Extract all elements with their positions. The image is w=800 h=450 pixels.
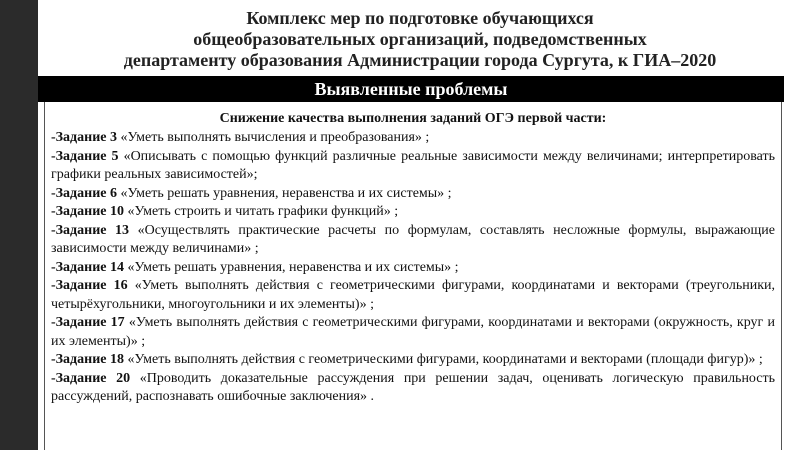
task-number: -Задание 14 [51,259,124,275]
task-number: -Задание 10 [51,204,124,219]
task-number: -Задание 6 [51,185,117,201]
task-description: «Уметь решать уравнения, неравенства и их системы» ; [123,259,459,275]
panel-heading: Снижение качества выполнения заданий ОГЭ первой части: [219,111,607,126]
task-description: «Уметь выполнять вычисления и преобразования» ; [116,130,430,145]
task-description: «Уметь выполнять действия с геометрическими фигурами, координатами и векторами (треугольники, четырёхугольники, многоугольники и их элементы)» ; [51,278,776,312]
task-item [51,314,775,351]
task-number: -Задание 13 [51,222,130,238]
task-description: «Уметь выполнять действия с геометрическими фигурами, координатами и векторами (окружность, круг и их элементы)» ; [51,315,775,349]
task-item [51,222,775,259]
task-item [51,129,775,148]
task-item [51,370,775,407]
task-number: -Задание 3 [51,130,117,145]
task-number: -Задание 16 [51,278,128,293]
task-description: «Уметь выполнять действия с геометрическими фигурами, координатами и векторами (площади фигур)» ; [123,352,763,367]
task-description: «Уметь решать уравнения, неравенства и их системы» ; [116,185,452,201]
task-description: «Описывать с помощью функций различные реальные зависимости между величинами; интерпретировать графики реальных зависимостей»; [51,148,776,182]
task-description: «Осуществлять практические расчеты по формулам, составлять несложные формулы, выражающие зависимости между величинами» ; [51,222,775,256]
title-line-2: общеобразовательных организаций, подведомственных [193,29,647,49]
problems-panel [44,102,782,450]
section-band-label: Выявленные проблемы [314,79,508,99]
slide-title [60,8,780,71]
title-line-1: Комплекс мер по подготовке обучающихся [246,8,594,28]
task-description: «Проводить доказательные рассуждения при решении задач, оценивать логическую правильность рассуждений, распознавать ошибочные заключения» . [51,370,776,404]
title-line-3: департаменту образования Администрации города Сургута, к ГИА–2020 [123,50,717,70]
task-item [51,277,775,314]
section-band [38,76,784,102]
task-number: -Задание 18 [51,352,124,367]
task-item [51,203,775,222]
task-item [51,259,775,278]
task-number: -Задание 17 [51,315,125,330]
task-item [51,351,775,370]
task-item [51,185,775,204]
task-number: -Задание 5 [51,148,119,164]
left-decorative-bar [0,0,38,450]
task-description: «Уметь строить и читать графики функций» ; [123,204,399,219]
task-item [51,148,775,185]
task-number: -Задание 20 [51,370,131,386]
